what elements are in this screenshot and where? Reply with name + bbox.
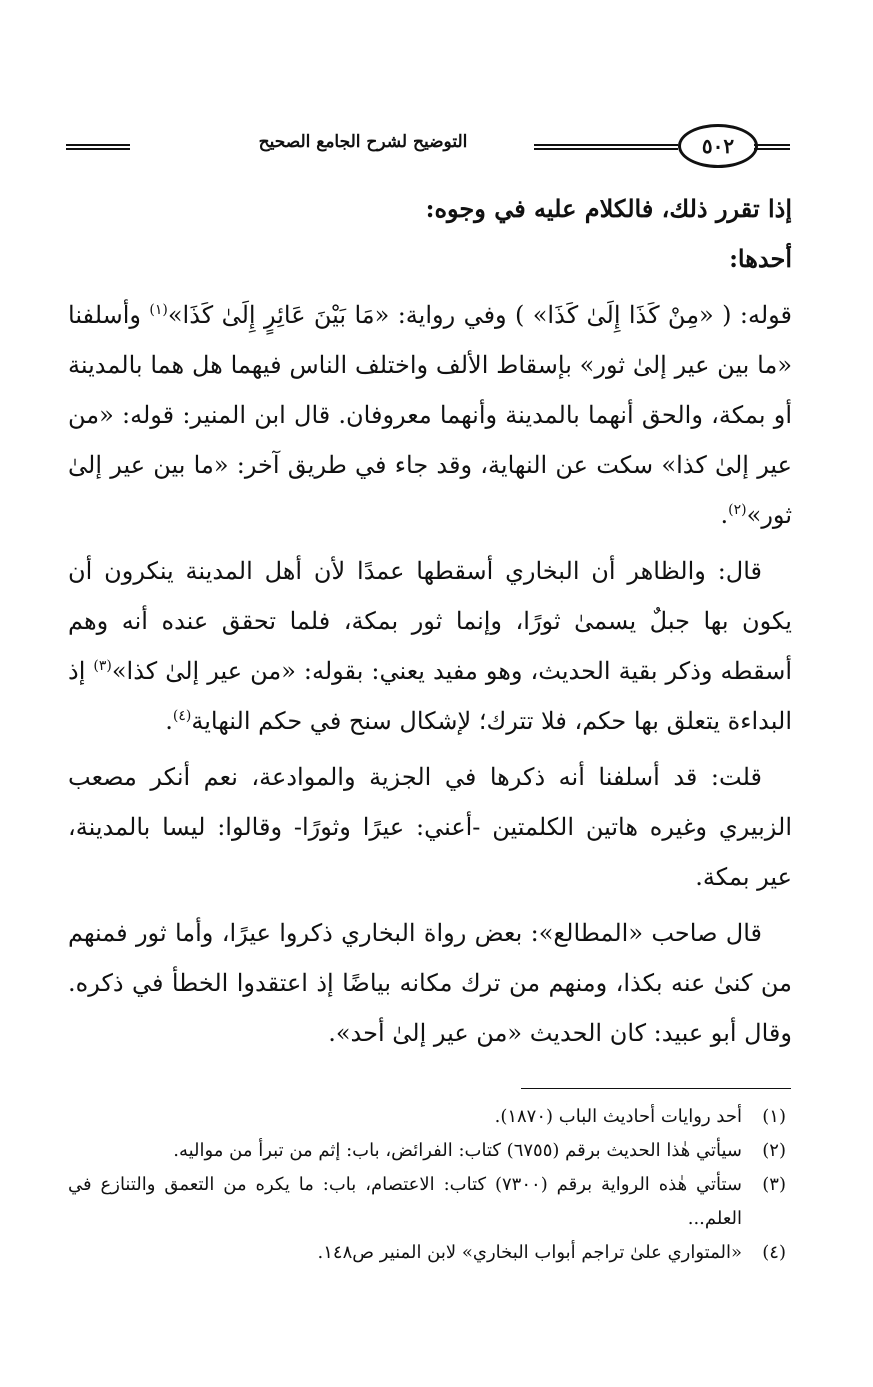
paragraph-2-text-a: قال: والظاهر أن البخاري أسقطها عمدًا لأن أهل المدينة ينكرون أن يكون بها جبلٌ يسمىٰ ثورًا، وإنما ثور بمكة، فلما تحقق عنده أنه وهم أسقطه وذكر بقية الحديث، وهو مفيد يعني: بقوله: «من عير إلىٰ كذا»	[68, 557, 792, 685]
footnote-number: (٢)	[762, 1140, 786, 1161]
page-header	[66, 118, 790, 176]
header-rule-middle	[534, 144, 678, 150]
footnote-ref-2[interactable]: (٢)	[728, 502, 747, 518]
paragraph-2-end: .	[165, 707, 173, 735]
paragraph-first-heading: أحدها:	[729, 244, 792, 273]
footnote-ref-3[interactable]: (٣)	[93, 658, 112, 674]
running-title: التوضيح لشرح الجامع الصحيح	[258, 132, 468, 152]
paragraph-1-text-b: وأسلفنا «ما بين عير إلىٰ ثور» بإسقاط الألف واختلف الناس فيهما هل هما بالمدينة أو بمكة، والحق أنهما بالمدينة وأنهما معروفان. قال ابن المنير: قوله: «من عير إلىٰ كذا» سكت عن النهاية، وقد جاء في طريق آخر: «ما بين عير إلىٰ ثور»	[68, 301, 792, 529]
footnote-item	[68, 1236, 792, 1270]
footnote-text: ستأتي هٰذه الرواية برقم (٧٣٠٠) كتاب: الاعتصام، باب: ما يكره من التعمق والتنازع في العلم...	[68, 1174, 743, 1229]
paragraph-1-end: .	[720, 501, 729, 529]
paragraph-1-text-a: قوله: ( «مِنْ كَذَا إِلَىٰ كَذَا» ) وفي رواية: «مَا بَيْنَ عَائِرٍ إِلَىٰ كَذَا»	[167, 301, 792, 329]
header-rule-left	[66, 144, 130, 150]
footnote-item	[68, 1100, 792, 1134]
header-rule-right	[754, 144, 790, 150]
paragraph-2	[68, 546, 792, 746]
main-text	[68, 184, 792, 1058]
paragraph-intro: إذا تقرر ذلك، فالكلام عليه في وجوه:	[425, 194, 792, 223]
footnote-text: أحد روايات أحاديث الباب (١٨٧٠).	[494, 1106, 742, 1127]
footnote-text: «المتواري علىٰ تراجم أبواب البخاري» لابن المنير ص١٤٨.	[317, 1242, 742, 1263]
footnote-ref-1[interactable]: (١)	[149, 302, 168, 318]
footnote-number: (٤)	[762, 1242, 786, 1263]
page-number: ٥٠٢	[678, 124, 758, 168]
footnote-number: (١)	[762, 1106, 786, 1127]
footnote-item	[68, 1168, 792, 1236]
paragraph-1	[68, 290, 792, 540]
footnote-ref-4[interactable]: (٤)	[172, 708, 192, 724]
footnote-item	[68, 1134, 792, 1168]
footnote-text: سيأتي هٰذا الحديث برقم (٦٧٥٥) كتاب: الفرائض، باب: إثم من تبرأ من مواليه.	[173, 1140, 742, 1161]
paragraph-4: قال صاحب «المطالع»: بعض رواة البخاري ذكروا عيرًا، وأما ثور فمنهم من كنىٰ عنه بكذا، ومنهم من ترك مكانه بياضًا إذ اعتقدوا الخطأ في ذكره. وقال أبو عبيد: كان الحديث «من عير إلىٰ أحد».	[68, 919, 792, 1047]
footnotes	[68, 1100, 792, 1270]
footnote-divider	[521, 1088, 791, 1089]
paragraph-3: قلت: قد أسلفنا أنه ذكرها في الجزية والموادعة، نعم أنكر مصعب الزبيري وغيره هاتين الكلمتين -أعني: عيرًا وثورًا- وقالوا: ليسا بالمدينة، عير بمكة.	[68, 763, 792, 891]
footnote-number: (٣)	[762, 1174, 786, 1195]
paragraph-2-text-b: إذ البداءة يتعلق بها حكم، فلا تترك؛ لإشكال سنح في حكم النهاية	[68, 657, 792, 735]
